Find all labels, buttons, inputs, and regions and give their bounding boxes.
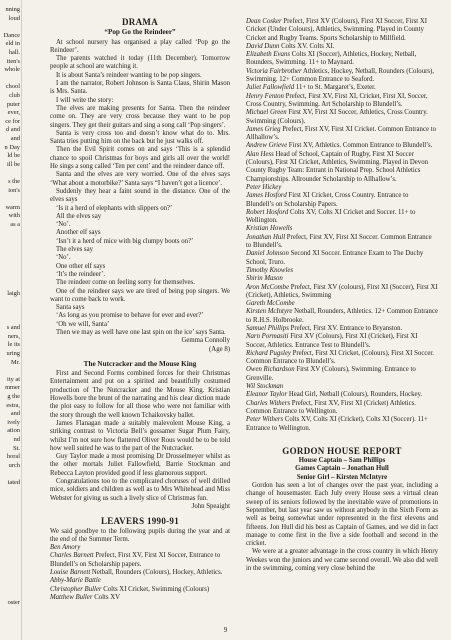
- leaver-entry: [246, 126, 438, 143]
- drama-heading: DRAMA: [122, 17, 158, 27]
- leaver-name: Ben Amory: [50, 544, 81, 552]
- leaver-name: Kristian Howells: [246, 225, 293, 233]
- gutter-text-fragment: ever,: [7, 109, 20, 117]
- leaver-name: Andrew Grieve: [246, 142, 288, 150]
- drama-author: Gemma Connolly: [181, 337, 230, 345]
- leavers-list-right: [246, 18, 438, 433]
- house-officer: Games Captain – Jonathan Hull: [295, 465, 389, 473]
- leaver-detail: Second XI Soccer. Entrance Exam to The Duchy School, Truro.: [246, 250, 424, 266]
- drama-paragraph: Then the Evil Spirit comes on and says ‘This is a splendid chance to spoil Christmas for boys and girls all over the world! He sings a song called ‘Ten per cent’ and the reindeer dance off.: [50, 146, 230, 171]
- leaver-detail: Prefect, First XV, First XI, Cricket, First XI, Soccer, Cross Country, Swimming. Art Scholarship to Blundell’s.: [246, 92, 428, 108]
- leaver-name: Richard Pugsley: [246, 349, 291, 357]
- leaver-name: Henry Fenton: [246, 92, 284, 100]
- leavers-heading: LEAVERS 1990-91: [100, 516, 180, 527]
- drama-paragraph: Santa is very cross too and doesn’t know what do to. Mrs. Santa tries putting him on the back but he just walks off.: [50, 129, 230, 146]
- leaver-name: Wil Stockman: [246, 383, 284, 391]
- drama-paragraph: Santa says: [56, 304, 85, 312]
- drama-body: [50, 39, 230, 338]
- leaver-name: Alan Hess: [246, 150, 274, 158]
- gutter-text-fragment: whole: [4, 66, 20, 74]
- gutter-text-fragment: ation: [7, 427, 20, 435]
- leaver-entry: [50, 586, 230, 594]
- leaver-entry: [246, 225, 438, 233]
- leaver-name: Timothy Knowles: [246, 266, 294, 274]
- leaver-detail: First XV, First XI Soccer, Athletics, Cross Country. Swimming (Colours).: [246, 109, 428, 125]
- gutter-text-fragment: Dance: [3, 31, 20, 39]
- leaver-name: Gareth McCombe: [246, 300, 295, 308]
- leaver-detail: First XI Cricket, Cross Country. Entrance to Blundell’s on Scholarship Papers.: [246, 192, 409, 208]
- nutcracker-body: [50, 370, 230, 503]
- nutcracker-paragraph: Guy Taylor made a most promising Dr Drosselmeyer whilst as the other mortals Juliet Fallowfield, Barrie Stockman and Rebecca Layton provided good if less glamorous support.: [50, 453, 230, 477]
- drama-paragraph: The elves say: [56, 246, 93, 254]
- leaver-detail: Prefect, First XV. Entrance to Bryanston.: [290, 324, 403, 332]
- gutter-text-fragment: and: [10, 135, 20, 142]
- leaver-entry: [246, 84, 438, 92]
- leaver-detail: Prefect, First XV (colours), First XI (Soccer), First XI (Cricket), Athletics, Swimming: [246, 283, 438, 299]
- leaver-entry: [246, 109, 438, 126]
- leaver-entry: [246, 366, 438, 383]
- leaver-entry: [246, 267, 438, 275]
- leaver-name: Christopher Buller: [50, 585, 102, 593]
- house-officer: Senior Girl – Kirsten McIntyre: [296, 473, 388, 481]
- gutter-text-fragment: chool: [5, 83, 20, 91]
- leaver-name: Jonathan Hull: [246, 233, 286, 241]
- gutter-text-fragment: mmer: [5, 384, 20, 392]
- gordon-paragraph: Gordon has seen a lot of changes over the past year, including a change of housemaster. Each July every House sees a virtual clean sweep of its seniors followed by the inevitable wave of promotions in September, but last year saw us without anybody in the Sixth Form as well as being somewhat under represented in the first elevens and fifteens. Jon Hull did his best as Captain of Games, and we did in fact manage to come first in the five a side football and second in the cricket.: [246, 482, 438, 548]
- drama-paragraph: ‘No’.: [56, 254, 71, 262]
- gutter-text-fragment: with: [8, 212, 20, 220]
- leaver-name: Shirin Mason: [246, 275, 283, 283]
- gordon-captains: [246, 457, 438, 482]
- gutter-text-fragment: eld in: [5, 40, 20, 48]
- gutter-text-fragment: hall.: [8, 49, 20, 56]
- gutter-text-fragment: d and: [5, 126, 20, 134]
- gutter-text-fragment: St.: [13, 444, 20, 452]
- leaver-entry: [246, 250, 438, 267]
- leaver-detail: Prefect, First XV, First XI Soccer, Entrance to Blundell’s on Scholarship papers.: [50, 552, 221, 568]
- leaver-entry: [246, 333, 438, 350]
- leaver-entry: [246, 416, 438, 433]
- gutter-text-fragment: ce for: [5, 117, 20, 125]
- drama-paragraph: Santa and the elves are very worried. One of the elves says ‘What about a motorbike?’ Santa says “I haven’t got a licence’.: [50, 171, 230, 187]
- leaver-detail: Colts XV. Colts XI.: [281, 42, 335, 50]
- gutter-text-fragment: tten's: [6, 57, 20, 65]
- gordon-paragraph: We were at a greater advantage in the cross country in which Henry Weekes won the juniors and we came second overall. We also did well in the swimming, coming very close behind the: [246, 548, 438, 572]
- leaver-entry: [246, 192, 438, 209]
- leaver-name: Robert Hosford: [246, 208, 289, 216]
- leaver-name: Eleanor Taylor: [246, 391, 288, 399]
- gutter-text-fragment: ld be: [7, 152, 20, 160]
- gutter-text-fragment: loud: [8, 14, 20, 22]
- gutter-text-fragment: club: [8, 92, 20, 99]
- leaver-entry: [246, 350, 438, 367]
- gordon-heading: GORDON HOUSE REPORT: [282, 445, 402, 456]
- gutter-text-fragment: horal: [6, 453, 20, 461]
- page-number: 9: [223, 626, 228, 634]
- leaver-detail: Netball, Rounders (Colours), Hockey, Athletics.: [91, 569, 223, 576]
- leaver-name: Aron McCombe: [246, 283, 289, 291]
- leaver-entry: [246, 151, 438, 184]
- nutcracker-paragraph: First and Second Forms combined forces for their Christmas Entertainment and put on a spirited and beautifully costumed production of The Nutcracker and the Mouse King. Kristian Howells bore the brunt of the narrating and his clear diction made the plot easy to follow for all those who were not familiar with the story through the well known Tchaikovsky ballet.: [50, 370, 230, 419]
- leaver-detail: First XV, Athletics. Common Entrance to Blundell’s.: [288, 142, 433, 150]
- drama-paragraph: Suddenly they hear a faint sound in the distance. One of the elves says: [50, 187, 230, 204]
- leaver-entry: [50, 544, 230, 552]
- leaver-name: Elizabeth Evans: [246, 51, 290, 59]
- drama-paragraph: It is about Santa’s reindeer wanting to be pop singers.: [56, 71, 202, 79]
- gutter-text-fragment: s the: [8, 178, 20, 185]
- leaver-entry: [246, 300, 438, 308]
- nutcracker-heading: The Nutcracker and the Mouse King: [83, 359, 197, 368]
- gutter-text-fragment: oster: [7, 599, 20, 607]
- leaver-name: Matthew Buller: [50, 593, 93, 601]
- gutter-text-fragment: ill be: [7, 160, 20, 168]
- gutter-text-fragment: iated: [7, 479, 20, 486]
- drama-play-title: “Pop Go the Reindeer”: [104, 28, 176, 37]
- leaver-detail: Colts XV, Colts XI Cricket and Soccer. 11+ to Wellington.: [246, 208, 416, 225]
- leaver-name: Victoria Fairbrother: [246, 67, 302, 75]
- drama-paragraph: One other elf says: [56, 262, 106, 270]
- leaver-name: Louise Barnett: [50, 569, 91, 576]
- gutter-text-fragment: s and: [6, 324, 20, 332]
- drama-paragraph: ‘Is it a herd of elephants with slippers on?’: [56, 204, 173, 212]
- leaver-name: Owen Richardson: [246, 366, 295, 374]
- leaver-name: Daniel Johnson: [246, 250, 289, 258]
- leaver-entry: [246, 51, 438, 68]
- leavers-list-left: [50, 544, 230, 602]
- gutter-text-fragment: Mr.: [10, 358, 20, 366]
- gordon-body: [246, 482, 438, 573]
- leaver-entry: [246, 284, 438, 301]
- gutter-text-fragment: ners,: [7, 332, 20, 340]
- leaver-entry: [246, 184, 438, 192]
- leaver-detail: Colts XV, Colts XI (Cricket), Colts XI (Soccer). 11+ Entrance to Wellington.: [246, 416, 428, 432]
- leaver-name: Kirsten McIntyre: [246, 308, 293, 316]
- house-officer: House Captain – Sam Phillips: [298, 457, 386, 465]
- leavers-intro: We said goodbye to the following pupils during the year and at the end of the Summer Term.: [50, 527, 230, 543]
- leaver-name: Peter Hickey: [246, 183, 282, 191]
- leaver-entry: [50, 594, 230, 602]
- leaver-entry: [246, 400, 438, 417]
- gutter-text-fragment: nning: [5, 6, 20, 13]
- leaver-detail: Prefect, First XV, First XI Cricket. Common Entrance to Allhallow’s.: [246, 125, 436, 142]
- leaver-detail: Prefect, First XV (Colours), First XI Soccer, First XI Cricket (Under Colours), Athletics, Swimming. Played in County Cricket and Rugby Teams. Sports Scholarship to Millfield.: [246, 18, 428, 42]
- leaver-entry: [246, 383, 438, 391]
- adjacent-page-edge: [0, 0, 20, 640]
- leaver-name: Dean Cosker: [246, 18, 282, 25]
- leaver-detail: Prefect, First XV, First XI (Cricket) Athletics. Common Entrance to Wellington.: [246, 399, 416, 415]
- drama-author-age: (Age 8): [209, 345, 230, 353]
- leaver-name: James Grieg: [246, 125, 281, 133]
- gutter-text-fragment: ion's: [8, 186, 20, 194]
- leaver-entry: [246, 234, 438, 251]
- leaver-detail: Netball, Rounders, Athletics. 12+ Common Entrance to R.H.S. Holbrooke.: [246, 308, 438, 324]
- gutter-text-fragment: g the: [7, 393, 20, 400]
- leaver-entry: [246, 68, 438, 85]
- nutcracker-paragraph: James Flanagan made a suitably malevolent Mouse King, a striking contrast to Victoria Bell’s gossamer Sugar Plum Fairy, whilst I’m not sure how flattered Oliver Rous would be to be told how well suited he was to the part of the Nutcracker.: [50, 419, 230, 452]
- nutcracker-author: John Speaight: [191, 502, 230, 510]
- gutter-text-fragment: ity at: [7, 375, 20, 383]
- gutter-text-fragment: n Day: [4, 143, 20, 151]
- leaver-entry: [50, 577, 230, 585]
- drama-paragraph: The parents watched it today (11th December). Tomorrow people at school are watching it.: [50, 55, 230, 71]
- leaver-entry: [246, 325, 438, 333]
- leaver-name: Peter Withers: [246, 416, 284, 424]
- gutter-text-fragment: estra,: [6, 401, 20, 409]
- leaver-detail: First XV (Colours), First XI (Cricket), First XI Soccer, Athletics. Entrance Test to Blundell’s.: [246, 333, 418, 349]
- gutter-text-fragment: warm: [5, 203, 20, 211]
- leaver-entry: [246, 275, 438, 283]
- drama-paragraph: All the elves say: [56, 212, 102, 220]
- leaver-entry: [246, 18, 438, 43]
- gutter-text-fragment: laigh: [7, 289, 20, 297]
- leaver-detail: Head Girl, Netball (Colours), Rounders, Hockey.: [288, 391, 423, 399]
- leaver-detail: Athletics, Hockey, Netball, Rounders (Colours), Swimming. 12+ Common Entrance to Seaford.: [246, 67, 434, 84]
- gutter-text-fragment: le its: [7, 341, 20, 349]
- leaver-detail: First XV (Colours), Swimming. Entrance to Grenville.: [246, 366, 416, 382]
- leaver-name: James Hosford: [246, 192, 287, 200]
- leaver-name: Michael Green: [246, 109, 287, 117]
- nutcracker-paragraph: Congratulations too to the complicated choruses of well drilled mice, soldiers and children as well as to Mrs Whitehead and Miss Webster for giving us such a lively slice of Christmas fun.: [50, 478, 230, 502]
- page-fold-divider: [21, 0, 22, 640]
- right-column: [246, 18, 438, 573]
- leaver-name: Charles Barnett: [50, 552, 94, 560]
- leaver-name: Narn Pormasiti: [246, 333, 289, 341]
- leaver-detail: Colts XI (Soccer), Athletics, Hockey, Netball, Rounders, Swimming. 11+ to Maynard.: [246, 51, 417, 67]
- gutter-text-fragment: ively: [7, 418, 20, 426]
- drama-paragraph: ‘Isn’t it a herd of mice with big clumpy boots on?’: [56, 237, 194, 245]
- drama-paragraph: ‘It’s the reindeer’.: [56, 270, 106, 278]
- drama-paragraph: Another elf says: [56, 229, 101, 237]
- drama-paragraph: One of the reindeer says we are tired of being pop singers. We want to come back to work.: [50, 287, 230, 303]
- drama-paragraph: ‘Oh we will, Santa’: [56, 320, 110, 328]
- leaver-entry: [246, 93, 438, 110]
- leaver-entry: [246, 308, 438, 325]
- leaver-name: Abby-Marie Battle: [50, 577, 101, 585]
- drama-paragraph: I am the narrator, Robert Johnson is Santa Claus, Shirin Mason is Mrs. Santa.: [50, 80, 230, 96]
- gutter-text-fragment: as a: [10, 221, 20, 228]
- leaver-detail: Prefect, First XV, First XI Soccer. Common Entrance to Blundell’s.: [246, 233, 432, 250]
- drama-paragraph: ‘As long as you promise to behave for ever and ever?’: [56, 312, 204, 320]
- gutter-text-fragment: and: [10, 410, 20, 418]
- leaver-detail: Head of School, Captain of Rugby, First XI Soccer (Colours), First XI Cricket, Athletics, Swimming. Played in Devon County Rugby Team: Entrant in National Prep. School Athletics Championships. Allrounder Scholarship to Allhallow’s.: [246, 150, 428, 183]
- leaver-entry: [50, 569, 230, 577]
- leaver-entry: [246, 142, 438, 150]
- leaver-entry: [246, 209, 438, 226]
- gutter-text-fragment: puter: [6, 100, 20, 108]
- leaver-entry: [246, 43, 438, 51]
- leaver-detail: Colts XV: [94, 593, 121, 601]
- gutter-text-fragment: nd: [13, 436, 20, 443]
- drama-paragraph: I will write the story:: [56, 96, 114, 104]
- drama-paragraph: The elves are making presents for Santa. Then the reindeer come on. They are very cross because they want to be pop singers. They get their guitars and sing a song call ‘Pop singers’.: [50, 104, 230, 129]
- drama-paragraph: The reindeer come on feeling sorry for themselves.: [56, 279, 195, 287]
- drama-paragraph: Then we may as well have one last spin on the ice’ says Santa.: [56, 328, 226, 336]
- left-column: [50, 18, 230, 602]
- leaver-detail: 11+ to St. Margaret’s, Exeter.: [295, 84, 376, 92]
- gutter-text-fragment: uring: [6, 350, 20, 357]
- leaver-name: Juliet Fallowfield: [246, 84, 295, 92]
- drama-paragraph: ‘No’.: [56, 221, 71, 229]
- leaver-detail: Prefect, First XI Cricket, (Colours), First XI Soccer. Common Entrance to Blundell’s.: [246, 349, 434, 366]
- leaver-name: David Dunn: [246, 42, 280, 50]
- leaver-entry: [246, 391, 438, 399]
- gutter-text-fragment: urch: [8, 461, 20, 469]
- leaver-detail: Colts XI Cricket, Swimming (Colours): [103, 585, 210, 593]
- drama-paragraph: At school nursery has organised a play called ‘Pop go the Reindeer’.: [50, 38, 230, 54]
- leaver-name: Charles Withers: [246, 399, 290, 407]
- leaver-name: Samuel Phillips: [246, 324, 289, 332]
- leaver-entry: [50, 552, 230, 569]
